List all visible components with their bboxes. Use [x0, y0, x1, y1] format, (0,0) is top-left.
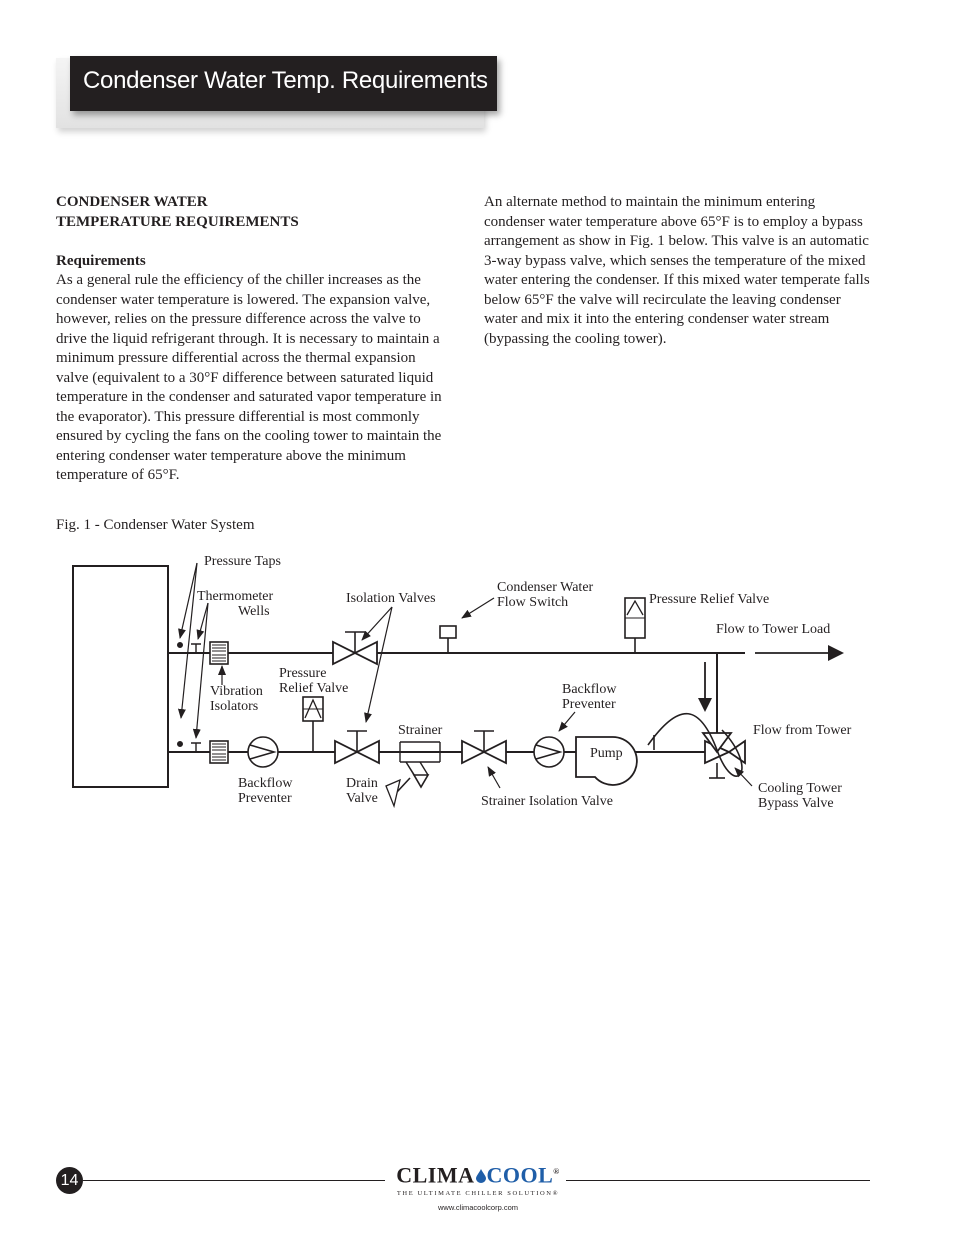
requirements-paragraph: As a general rule the efficiency of the chiller increases as the condenser water temperature is lowered. The expansion valve, however, relies on the pressure difference across the valve to drive the liquid refrigerant through. It is necessary to maintain a minimum pressure differential across the thermal expansion valve (equivalent to a 30°F difference between saturated liquid temperature in the condenser and saturated vapor temperature in the evaporator). This pressure differential is most commonly ensured by cycling the fans on the cooling tower to maintain the entering condenser water temperature above the minimum temperature of 65°F. [56, 272, 442, 483]
label-vibration-isolators-1: Vibration [210, 684, 263, 699]
pressure-tap-top [178, 643, 182, 647]
strainer-isolation-valve [462, 731, 506, 763]
label-drain-valve-2: Valve [346, 791, 378, 806]
label-backflow-right-2: Preventer [562, 697, 616, 712]
footer-rule-right [566, 1180, 870, 1181]
label-backflow-left-1: Backflow [238, 776, 293, 791]
label-drain-valve-1: Drain [346, 776, 378, 791]
section-heading-line1: CONDENSER WATER [56, 194, 208, 210]
page-title: Condenser Water Temp. Requirements [83, 67, 488, 94]
flow-switch [440, 626, 456, 653]
pressure-relief-valve-top [625, 598, 645, 653]
label-pressure-relief-top: Pressure Relief Valve [649, 592, 770, 607]
logo-registered: ® [553, 1167, 560, 1176]
label-flow-from-tower: Flow from Tower [753, 723, 852, 738]
bypass-paragraph: An alternate method to maintain the minimum entering condenser water temperature above 65°F is to employ a bypass arrangement as show in Fig. 1 below. This valve is an automatic 3-way bypass valve, which senses the temperature of the mixed water entering the condenser. If this mixed water temperate falls below 65°F the valve will recirculate the leaving condenser water and mix it into the entering condenser water stream (bypassing the cooling tower). [484, 194, 870, 347]
isolation-valve-top [333, 632, 377, 664]
label-flow-switch-1: Condenser Water [497, 580, 594, 595]
thermometer-well-top [191, 644, 201, 653]
label-flow-switch-2: Flow Switch [497, 595, 569, 610]
label-pressure-taps: Pressure Taps [204, 554, 281, 569]
vibration-isolator-bottom [210, 741, 228, 763]
label-thermometer-wells-1: Thermometer [197, 589, 274, 604]
condenser-unit [73, 566, 168, 787]
footer-rule-left [83, 1180, 385, 1181]
water-drop-icon [476, 1169, 486, 1183]
logo-cool: COOL [486, 1162, 554, 1188]
label-pressure-relief-mid-2: Relief Valve [279, 681, 349, 696]
label-bypass-valve-1: Cooling Tower [758, 781, 842, 796]
drain-valve [386, 778, 410, 806]
page-number: 14 [56, 1167, 83, 1194]
logo-tagline: THE ULTIMATE CHILLER SOLUTION® [396, 1190, 560, 1198]
strainer [400, 742, 440, 787]
footer-url[interactable]: www.climacoolcorp.com [437, 1203, 519, 1212]
label-isolation-valves: Isolation Valves [346, 591, 436, 606]
subheading-requirements: Requirements [56, 252, 146, 269]
label-backflow-right-1: Backflow [562, 682, 617, 697]
label-pump: Pump [590, 746, 623, 761]
label-vibration-isolators-2: Isolators [210, 699, 259, 714]
label-flow-to-tower: Flow to Tower Load [716, 622, 831, 637]
section-heading-line2: TEMPERATURE REQUIREMENTS [56, 213, 299, 230]
isolation-valve-bottom [335, 731, 379, 763]
thermometer-well-bottom [191, 743, 201, 752]
vibration-isolator-top [210, 642, 228, 664]
pressure-relief-valve-mid [303, 697, 323, 752]
label-backflow-left-2: Preventer [238, 791, 292, 806]
pressure-tap-bottom [178, 742, 182, 746]
backflow-preventer-left [248, 737, 278, 767]
figure-caption: Fig. 1 - Condenser Water System [56, 517, 255, 533]
label-strainer-isolation: Strainer Isolation Valve [481, 794, 613, 809]
label-strainer: Strainer [398, 723, 443, 738]
backflow-preventer-right [534, 737, 564, 767]
label-pressure-relief-mid-1: Pressure [279, 666, 327, 681]
label-thermometer-wells-2: Wells [238, 604, 270, 619]
sensing-line [648, 714, 742, 777]
label-bypass-valve-2: Bypass Valve [758, 796, 834, 811]
logo-clima: CLIMA [396, 1162, 475, 1188]
climacool-logo [393, 1160, 563, 1196]
